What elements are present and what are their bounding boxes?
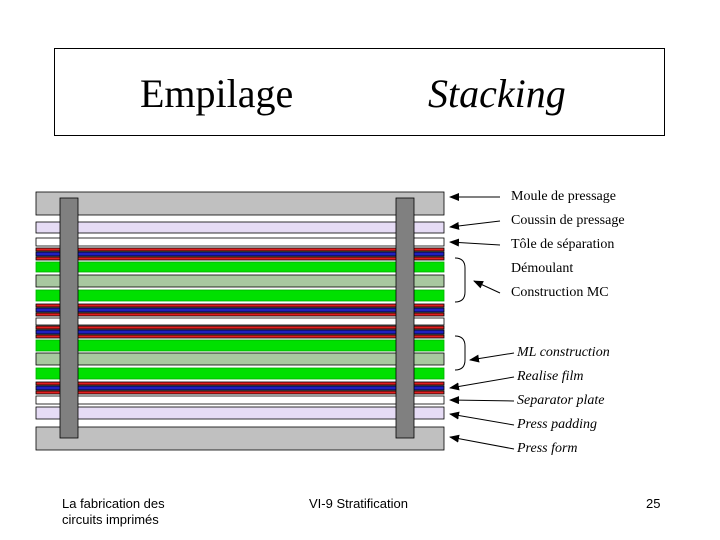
release-film-blue [36,252,444,256]
release-film-red [36,326,444,329]
label-tole-de-separation: Tôle de séparation [511,237,615,252]
prepreg-layer [36,275,444,287]
separator-plate [36,396,444,404]
label-ml-construction: ML construction [517,345,610,360]
label-coussin-de-pressage: Coussin de pressage [511,213,625,228]
release-film-red [36,313,444,316]
release-film-red [36,382,444,385]
footer-page-number: 25 [646,496,661,511]
label-moule-de-pressage: Moule de pressage [511,189,616,204]
arrow-realise-film [450,377,514,388]
copper-layer [36,290,444,301]
arrow-separator-plate [450,400,514,401]
alignment-pin-left [60,198,78,438]
release-film-red [36,304,444,307]
press-padding-bottom [36,407,444,419]
release-film-red [36,391,444,394]
label-separator-plate: Separator plate [517,393,605,408]
press-form-top [36,192,444,215]
label-realise-film: Realise film [517,369,584,384]
label-construction-mc: Construction MC [511,285,609,300]
arrow-ml-construction [470,353,514,360]
alignment-pin-right [396,198,414,438]
release-film-red [36,248,444,251]
label-press-padding: Press padding [517,417,597,432]
copper-layer [36,262,444,272]
copper-layer [36,340,444,351]
arrow-coussin-de-pressage [450,221,500,227]
arrow-construction-mc [474,281,500,293]
press-padding-top [36,222,444,233]
label-press-form: Press form [517,441,578,456]
release-film-blue [36,330,444,334]
copper-layer [36,368,444,379]
footer-course-title: La fabrication des circuits imprimés [62,496,165,527]
title-english: Stacking [428,71,566,116]
brace-ml-construction [455,336,465,370]
arrow-press-form [450,437,514,449]
brace-construction-mc [455,258,465,302]
press-form-bottom [36,427,444,450]
release-film-blue [36,386,444,390]
release-film-red [36,257,444,260]
footer-section: VI-9 Stratification [309,496,408,511]
release-film-red [36,335,444,338]
prepreg-layer [36,353,444,365]
title-french: Empilage [140,71,294,116]
label-demoulant: Démoulant [511,261,574,276]
separator-plate [36,238,444,246]
arrow-tole-de-separation [450,242,500,245]
separator-plate [36,318,444,325]
release-film-blue [36,308,444,312]
arrow-press-padding [450,414,514,425]
